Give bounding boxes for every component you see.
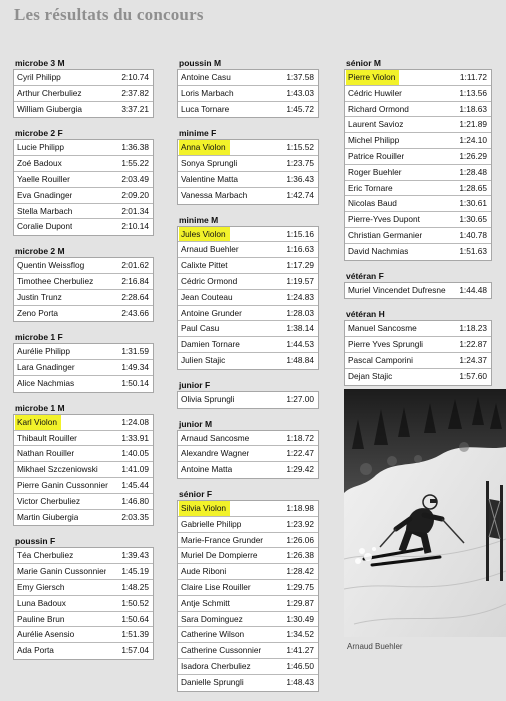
competitor-name: Marie-France Grunder bbox=[181, 534, 264, 545]
competitor-name: Sonya Sprungli bbox=[181, 158, 238, 169]
competitor-name: Luca Tornare bbox=[181, 103, 230, 114]
result-row bbox=[14, 188, 153, 204]
result-row bbox=[14, 548, 153, 564]
result-row bbox=[14, 478, 153, 494]
result-row bbox=[345, 337, 491, 353]
competitor-name: Isadora Cherbuliez bbox=[181, 660, 251, 671]
race-time: 2:43.66 bbox=[121, 307, 149, 318]
category-minime-m bbox=[177, 214, 319, 370]
results-table bbox=[344, 69, 492, 261]
competitor-name: Julien Stajic bbox=[181, 354, 226, 365]
competitor-name: Catherine Wilson bbox=[181, 629, 245, 640]
competitor-name: Ada Porta bbox=[17, 645, 54, 656]
result-row bbox=[178, 659, 318, 675]
race-time: 1:26.06 bbox=[286, 534, 314, 545]
race-time: 1:37.58 bbox=[286, 72, 314, 82]
category-title: sénior M bbox=[346, 58, 381, 68]
competitor-name: Pierre Yves Sprungli bbox=[348, 339, 424, 350]
category-veteran-h bbox=[344, 308, 492, 385]
result-row bbox=[178, 675, 318, 691]
category-veteran-f bbox=[344, 270, 492, 300]
competitor-name: Eva Gnadinger bbox=[17, 189, 73, 200]
race-time: 1:57.04 bbox=[121, 645, 149, 656]
competitor-name: Michel Philipp bbox=[348, 135, 400, 146]
result-row bbox=[178, 353, 318, 369]
race-time: 1:41.27 bbox=[286, 645, 314, 656]
result-row bbox=[14, 306, 153, 322]
race-time: 1:30.49 bbox=[286, 613, 314, 624]
race-time: 1:18.63 bbox=[459, 103, 487, 114]
race-time: 1:24.83 bbox=[286, 291, 314, 302]
race-time: 1:43.03 bbox=[286, 87, 314, 98]
category-title: microbe 2 F bbox=[15, 128, 63, 139]
race-time: 1:38.14 bbox=[286, 323, 314, 334]
competitor-name: Lara Gnadinger bbox=[17, 362, 75, 373]
result-row bbox=[178, 643, 318, 659]
competitor-name: Mikhael Szczeniowski bbox=[17, 464, 98, 475]
category-title: poussin M bbox=[179, 58, 222, 68]
competitor-name: Antoine Casu bbox=[181, 72, 231, 82]
result-row bbox=[345, 133, 491, 149]
results-table bbox=[344, 320, 492, 385]
result-row bbox=[178, 392, 318, 408]
result-row-highlighted bbox=[14, 415, 153, 431]
competitor-name: Dejan Stajic bbox=[348, 370, 393, 381]
race-time: 1:29.42 bbox=[286, 464, 314, 475]
category-title: junior F bbox=[179, 379, 211, 390]
competitor-name: Valentine Matta bbox=[181, 173, 239, 184]
competitor-name: Claire Lise Rouiller bbox=[181, 581, 251, 592]
competitor-name: Manuel Sancosme bbox=[348, 323, 417, 334]
race-time: 1:39.43 bbox=[121, 550, 149, 561]
competitor-name: Téa Cherbuliez bbox=[17, 550, 74, 561]
race-time: 1:28.48 bbox=[459, 166, 487, 177]
results-table bbox=[13, 139, 154, 236]
race-time: 1:19.57 bbox=[286, 275, 314, 286]
category-microbe-2-m bbox=[13, 245, 154, 322]
competitor-name: David Nachmias bbox=[348, 245, 409, 256]
result-row bbox=[178, 156, 318, 172]
race-time: 1:48.43 bbox=[286, 676, 314, 687]
result-row bbox=[178, 627, 318, 643]
race-time: 2:09.20 bbox=[121, 189, 149, 200]
competitor-name: Aurélie Philipp bbox=[17, 346, 71, 357]
race-time: 3:37.21 bbox=[121, 103, 149, 114]
competitor-name: Marie Ganin Cussonnier bbox=[17, 566, 107, 577]
race-time: 2:10.74 bbox=[121, 72, 149, 82]
results-table bbox=[177, 500, 319, 692]
race-time: 1:28.42 bbox=[286, 566, 314, 577]
race-time: 1:18.23 bbox=[459, 323, 487, 334]
category-junior-f bbox=[177, 379, 319, 409]
category-senior-m bbox=[344, 57, 492, 261]
race-time: 1:22.47 bbox=[286, 448, 314, 459]
result-row bbox=[14, 274, 153, 290]
result-row bbox=[178, 242, 318, 258]
result-row bbox=[178, 462, 318, 478]
competitor-name: Danielle Sprungli bbox=[181, 676, 244, 687]
competitor-name: Muriel Vincendet Dufresne bbox=[348, 284, 446, 295]
results-table bbox=[177, 430, 319, 479]
race-time: 1:26.29 bbox=[459, 150, 487, 161]
category-poussin-f bbox=[13, 535, 154, 660]
results-table bbox=[13, 257, 154, 322]
category-senior-f bbox=[177, 488, 319, 692]
competitor-name: Vanessa Marbach bbox=[181, 189, 248, 200]
race-time: 1:18.72 bbox=[286, 432, 314, 443]
result-row bbox=[14, 431, 153, 447]
competitor-name: Calixte Pittet bbox=[181, 260, 228, 271]
race-time: 1:28.03 bbox=[286, 307, 314, 318]
competitor-name: Quentin Weissflog bbox=[17, 260, 85, 271]
result-row bbox=[178, 258, 318, 274]
race-time: 1:51.39 bbox=[121, 629, 149, 640]
competitor-name: Lucie Philipp bbox=[17, 142, 65, 153]
race-time: 1:50.64 bbox=[121, 613, 149, 624]
result-row bbox=[14, 70, 153, 86]
result-row bbox=[14, 258, 153, 274]
results-table bbox=[177, 391, 319, 409]
race-time: 1:49.34 bbox=[121, 362, 149, 373]
race-time: 1:40.78 bbox=[459, 229, 487, 240]
results-table bbox=[13, 69, 154, 118]
result-row-highlighted bbox=[345, 70, 491, 86]
competitor-name: Christian Germanier bbox=[348, 229, 423, 240]
result-row bbox=[345, 244, 491, 260]
result-row bbox=[178, 337, 318, 353]
category-poussin-m bbox=[177, 57, 319, 118]
category-title: junior M bbox=[179, 418, 213, 429]
results-table bbox=[177, 69, 319, 118]
race-time: 1:22.87 bbox=[459, 339, 487, 350]
competitor-name: Sara Dominguez bbox=[181, 613, 243, 624]
competitor-name: Arthur Cherbuliez bbox=[17, 87, 82, 98]
result-row bbox=[14, 172, 153, 188]
results-table bbox=[344, 282, 492, 300]
race-time: 1:42.74 bbox=[286, 189, 314, 200]
results-table bbox=[177, 226, 319, 370]
result-row bbox=[178, 306, 318, 322]
competitor-name: Karl Violon bbox=[15, 415, 61, 430]
race-time: 1:15.52 bbox=[286, 142, 314, 153]
competitor-name: Yaelle Rouiller bbox=[17, 173, 70, 184]
result-row bbox=[14, 596, 153, 612]
skier-photo bbox=[344, 389, 506, 637]
competitor-name: Jean Couteau bbox=[181, 291, 233, 302]
race-time: 1:15.16 bbox=[286, 228, 314, 239]
race-time: 1:23.75 bbox=[286, 158, 314, 169]
result-row bbox=[345, 102, 491, 118]
competitor-name: Arnaud Sancosme bbox=[181, 432, 250, 443]
race-time: 1:36.43 bbox=[286, 173, 314, 184]
category-title: poussin F bbox=[15, 536, 56, 547]
competitor-name: Arnaud Buehler bbox=[181, 244, 239, 255]
result-row bbox=[345, 117, 491, 133]
race-time: 1:40.05 bbox=[121, 448, 149, 459]
race-time: 2:01.34 bbox=[121, 205, 149, 216]
result-row bbox=[14, 462, 153, 478]
result-row bbox=[178, 172, 318, 188]
competitor-name: Muriel De Dompierre bbox=[181, 550, 258, 561]
competitor-name: Martin Giubergia bbox=[17, 511, 79, 522]
race-time: 1:11.72 bbox=[459, 72, 487, 82]
result-row bbox=[345, 283, 491, 299]
result-row bbox=[178, 533, 318, 549]
race-time: 1:44.53 bbox=[286, 339, 314, 350]
result-row bbox=[178, 580, 318, 596]
result-row bbox=[14, 627, 153, 643]
race-time: 1:24.37 bbox=[459, 354, 487, 365]
result-row bbox=[345, 212, 491, 228]
race-time: 1:33.91 bbox=[121, 432, 149, 443]
competitor-name: Zeno Porta bbox=[17, 307, 59, 318]
competitor-name: Victor Cherbuliez bbox=[17, 495, 81, 506]
race-time: 1:26.38 bbox=[286, 550, 314, 561]
result-row bbox=[178, 612, 318, 628]
category-title: vétéran H bbox=[346, 309, 385, 320]
race-time: 1:24.08 bbox=[121, 416, 149, 427]
result-row bbox=[14, 102, 153, 118]
race-time: 1:51.63 bbox=[459, 245, 487, 256]
race-time: 2:37.82 bbox=[121, 87, 149, 98]
competitor-name: Alexandre Wagner bbox=[181, 448, 250, 459]
competitor-name: Pierre-Yves Dupont bbox=[348, 214, 420, 225]
competitor-name: Alice Nachmias bbox=[17, 377, 75, 388]
competitor-name: Zoé Badoux bbox=[17, 158, 62, 169]
category-minime-f bbox=[177, 127, 319, 204]
race-time: 1:45.19 bbox=[121, 566, 149, 577]
results-table bbox=[13, 547, 154, 660]
result-row bbox=[14, 643, 153, 659]
competitor-name: Pauline Brun bbox=[17, 613, 65, 624]
result-row bbox=[14, 204, 153, 220]
race-time: 2:10.14 bbox=[121, 221, 149, 232]
race-time: 1:17.29 bbox=[286, 260, 314, 271]
competitor-name: Antoine Grunder bbox=[181, 307, 242, 318]
result-row-highlighted bbox=[178, 140, 318, 156]
competitor-name: Cédric Ormond bbox=[181, 275, 238, 286]
competitor-name: Antoine Matta bbox=[181, 464, 233, 475]
result-row bbox=[178, 321, 318, 337]
result-row bbox=[178, 188, 318, 204]
race-time: 1:29.87 bbox=[286, 597, 314, 608]
result-row bbox=[178, 290, 318, 306]
result-row bbox=[178, 431, 318, 447]
result-row-highlighted bbox=[178, 227, 318, 243]
category-title: minime F bbox=[179, 128, 217, 139]
race-time: 1:24.10 bbox=[459, 135, 487, 146]
category-microbe-1-m bbox=[13, 402, 154, 527]
competitor-name: Timothee Cherbuliez bbox=[17, 275, 94, 286]
category-title: microbe 3 M bbox=[15, 58, 65, 68]
competitor-name: Anna Violon bbox=[179, 140, 230, 155]
competitor-name: William Giubergia bbox=[17, 103, 83, 114]
competitor-name: Cédric Huwiler bbox=[348, 87, 402, 98]
result-row bbox=[14, 140, 153, 156]
race-time: 1:30.61 bbox=[459, 198, 487, 209]
result-row bbox=[14, 219, 153, 235]
competitor-name: Silvia Violon bbox=[179, 501, 230, 516]
competitor-name: Nathan Rouiller bbox=[17, 448, 75, 459]
race-time: 1:46.50 bbox=[286, 660, 314, 671]
competitor-name: Stella Marbach bbox=[17, 205, 73, 216]
race-time: 1:21.89 bbox=[459, 119, 487, 130]
competitor-name: Antje Schmitt bbox=[181, 597, 230, 608]
category-microbe-3-m bbox=[13, 57, 154, 118]
results-table bbox=[13, 343, 154, 392]
result-row bbox=[178, 548, 318, 564]
category-title: sénior F bbox=[179, 488, 213, 499]
race-time: 1:50.52 bbox=[121, 597, 149, 608]
competitor-name: Aude Riboni bbox=[181, 566, 227, 577]
competitor-name: Coralie Dupont bbox=[17, 221, 73, 232]
result-row bbox=[14, 580, 153, 596]
competitor-name: Paul Casu bbox=[181, 323, 220, 334]
result-row bbox=[178, 102, 318, 118]
race-time: 2:16.84 bbox=[121, 275, 149, 286]
race-time: 1:48.84 bbox=[286, 354, 314, 365]
category-title: vétéran F bbox=[346, 270, 384, 281]
results-column-1 bbox=[13, 57, 154, 669]
result-row bbox=[345, 228, 491, 244]
photo-credit: Arnaud Buehler bbox=[347, 642, 403, 651]
result-row bbox=[178, 517, 318, 533]
result-row bbox=[14, 612, 153, 628]
result-row bbox=[345, 86, 491, 102]
category-microbe-1-f bbox=[13, 331, 154, 392]
result-row bbox=[14, 290, 153, 306]
result-row bbox=[14, 360, 153, 376]
result-row bbox=[345, 165, 491, 181]
competitor-name: Thibault Rouiller bbox=[17, 432, 77, 443]
race-time: 1:27.00 bbox=[286, 393, 314, 404]
result-row bbox=[14, 156, 153, 172]
competitor-name: Laurent Savioz bbox=[348, 119, 404, 130]
competitor-name: Pascal Camporini bbox=[348, 354, 414, 365]
page-title: Les résultats du concours bbox=[14, 5, 204, 24]
competitor-name: Patrice Rouiller bbox=[348, 150, 405, 161]
race-time: 1:29.75 bbox=[286, 581, 314, 592]
race-time: 1:45.72 bbox=[286, 103, 314, 114]
race-time: 1:13.56 bbox=[459, 87, 487, 98]
competitor-name: Damien Tornare bbox=[181, 339, 240, 350]
result-row bbox=[14, 344, 153, 360]
results-table bbox=[13, 414, 154, 527]
result-row bbox=[345, 149, 491, 165]
competitor-name: Olivia Sprungli bbox=[181, 393, 235, 404]
results-column-3 bbox=[344, 57, 492, 395]
competitor-name: Aurélie Asensio bbox=[17, 629, 75, 640]
category-title: microbe 1 F bbox=[15, 332, 63, 343]
result-row bbox=[178, 86, 318, 102]
result-row bbox=[14, 446, 153, 462]
competitor-name: Eric Tornare bbox=[348, 182, 393, 193]
race-time: 2:03.35 bbox=[121, 511, 149, 522]
race-time: 1:50.14 bbox=[121, 377, 149, 388]
competitor-name: Loris Marbach bbox=[181, 87, 234, 98]
race-time: 2:03.49 bbox=[121, 173, 149, 184]
result-row bbox=[178, 446, 318, 462]
race-time: 2:28.64 bbox=[121, 291, 149, 302]
race-time: 1:16.63 bbox=[286, 244, 314, 255]
race-time: 1:41.09 bbox=[121, 464, 149, 475]
category-junior-m bbox=[177, 418, 319, 479]
category-title: minime M bbox=[179, 214, 219, 225]
results-column-2 bbox=[177, 57, 319, 701]
result-row bbox=[345, 196, 491, 212]
race-time: 1:46.80 bbox=[121, 495, 149, 506]
result-row-highlighted bbox=[178, 501, 318, 517]
result-row bbox=[14, 510, 153, 526]
competitor-name: Emy Giersch bbox=[17, 581, 65, 592]
competitor-name: Catherine Cussonnier bbox=[181, 645, 262, 656]
competitor-name: Jules Violon bbox=[179, 227, 230, 242]
competitor-name: Luna Badoux bbox=[17, 597, 66, 608]
category-microbe-2-f bbox=[13, 127, 154, 236]
result-row bbox=[14, 86, 153, 102]
result-row bbox=[178, 274, 318, 290]
competitor-name: Richard Ormond bbox=[348, 103, 409, 114]
result-row bbox=[14, 376, 153, 392]
race-time: 1:18.98 bbox=[286, 502, 314, 513]
race-time: 1:30.65 bbox=[459, 214, 487, 225]
result-row bbox=[178, 596, 318, 612]
category-title: microbe 2 M bbox=[15, 246, 65, 257]
competitor-name: Gabrielle Philipp bbox=[181, 518, 242, 529]
result-row bbox=[14, 494, 153, 510]
competitor-name: Pierre Violon bbox=[346, 70, 399, 85]
race-time: 1:55.22 bbox=[121, 158, 149, 169]
results-table bbox=[177, 139, 319, 204]
race-time: 1:34.52 bbox=[286, 629, 314, 640]
competitor-name: Pierre Ganin Cussonnier bbox=[17, 479, 108, 490]
race-time: 1:23.92 bbox=[286, 518, 314, 529]
competitor-name: Justin Trunz bbox=[17, 291, 62, 302]
result-row bbox=[14, 564, 153, 580]
race-time: 1:36.38 bbox=[121, 142, 149, 153]
race-time: 1:28.65 bbox=[459, 182, 487, 193]
race-time: 1:57.60 bbox=[459, 370, 487, 381]
race-time: 2:01.62 bbox=[121, 260, 149, 271]
result-row bbox=[345, 321, 491, 337]
competitor-name: Nicolas Baud bbox=[348, 198, 397, 209]
result-row bbox=[178, 70, 318, 86]
result-row bbox=[178, 564, 318, 580]
competitor-name: Roger Buehler bbox=[348, 166, 402, 177]
race-time: 1:44.48 bbox=[459, 284, 487, 295]
race-time: 1:31.59 bbox=[121, 346, 149, 357]
result-row bbox=[345, 353, 491, 369]
category-title: microbe 1 M bbox=[15, 402, 65, 413]
result-row bbox=[345, 181, 491, 197]
race-time: 1:45.44 bbox=[121, 479, 149, 490]
competitor-name: Cyril Philipp bbox=[17, 72, 61, 82]
result-row bbox=[345, 369, 491, 385]
race-time: 1:48.25 bbox=[121, 581, 149, 592]
